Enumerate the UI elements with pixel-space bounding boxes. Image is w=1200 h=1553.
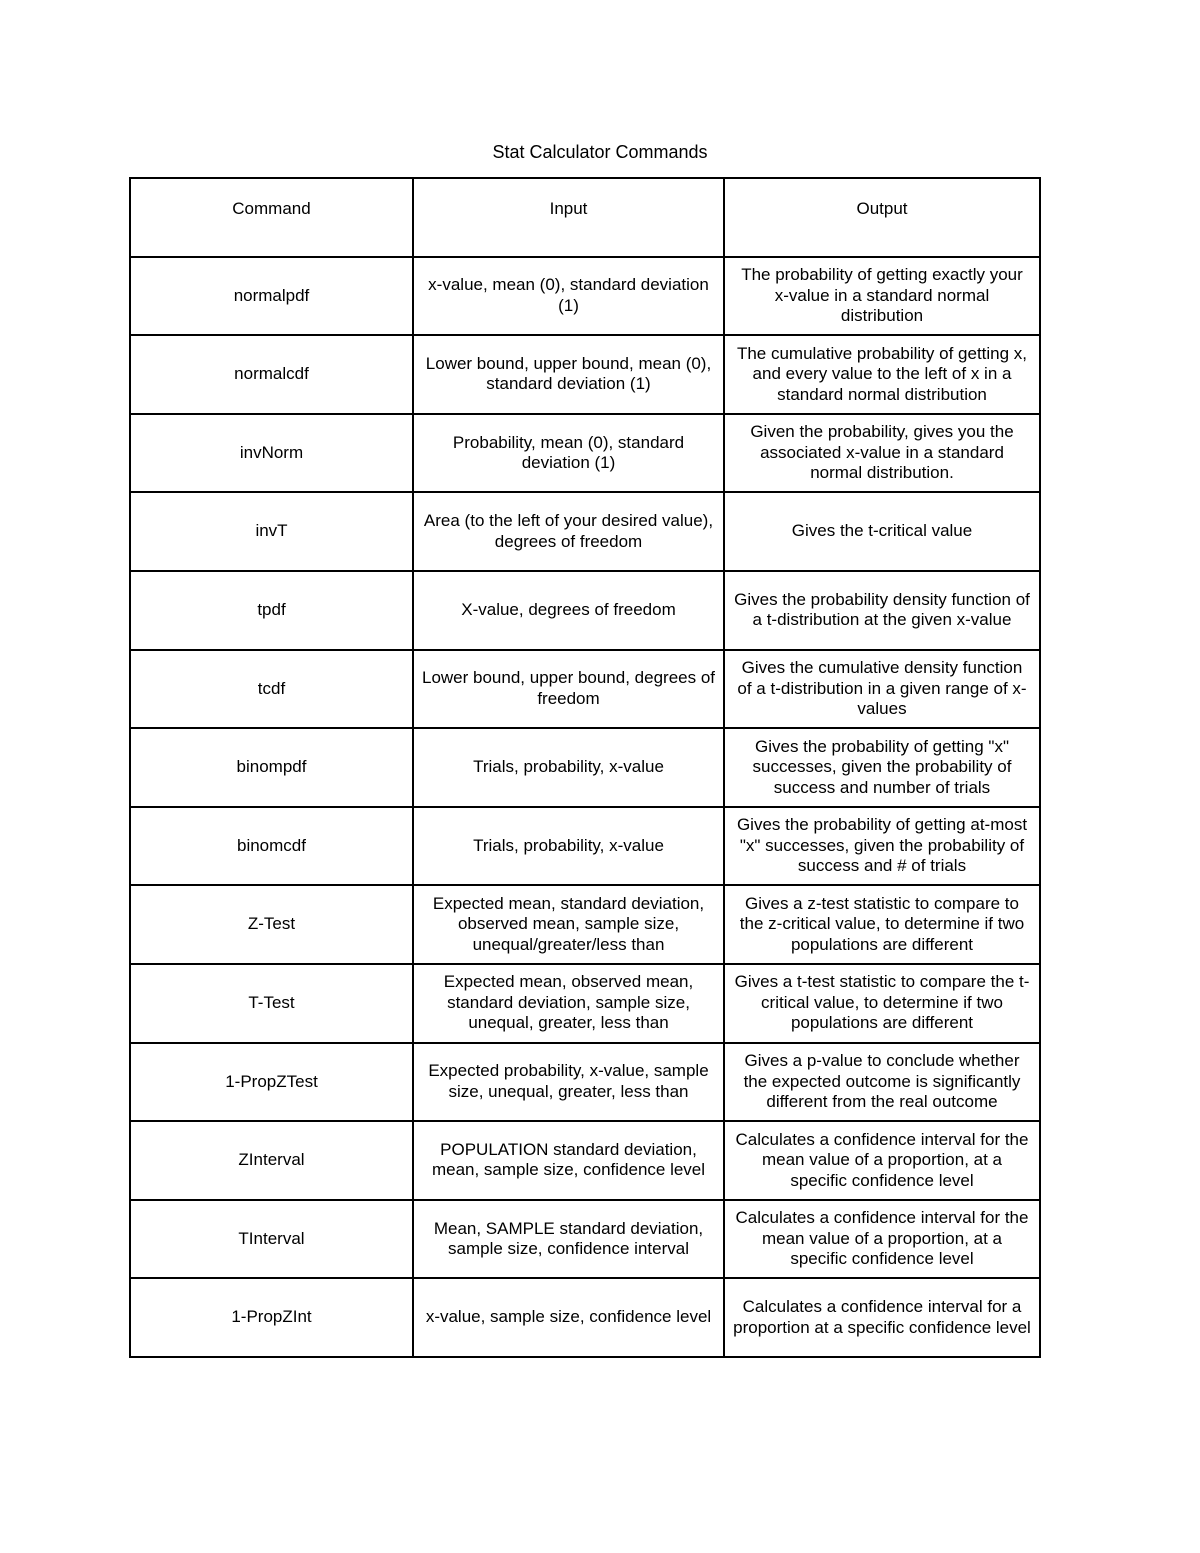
command-cell: tpdf	[130, 571, 413, 650]
page-title: Stat Calculator Commands	[492, 142, 708, 162]
command-cell: tcdf	[130, 650, 413, 729]
table-row	[130, 257, 1040, 336]
output-cell: Gives the probability density function of a t-distribution at the given x-value	[724, 571, 1040, 650]
output-cell: Calculates a confidence interval for the mean value of a proportion, at a specific confidence level	[724, 1200, 1040, 1279]
output-cell: Calculates a confidence interval for the mean value of a proportion, at a specific confidence level	[724, 1121, 1040, 1200]
command-cell: T-Test	[130, 964, 413, 1043]
input-cell: Expected probability, x-value, sample size, unequal, greater, less than	[413, 1043, 724, 1122]
table-row	[130, 571, 1040, 650]
table-row	[130, 414, 1040, 493]
output-cell: Gives a p-value to conclude whether the expected outcome is significantly different from the real outcome	[724, 1043, 1040, 1122]
input-cell: Trials, probability, x-value	[413, 807, 724, 886]
command-cell: normalpdf	[130, 257, 413, 336]
command-cell: invT	[130, 492, 413, 571]
command-cell: 1-PropZTest	[130, 1043, 413, 1122]
input-cell: POPULATION standard deviation, mean, sample size, confidence level	[413, 1121, 724, 1200]
output-cell: Gives the t-critical value	[724, 492, 1040, 571]
table-row	[130, 335, 1040, 414]
input-cell: Mean, SAMPLE standard deviation, sample size, confidence interval	[413, 1200, 724, 1279]
table-row	[130, 492, 1040, 571]
command-cell: binomcdf	[130, 807, 413, 886]
command-cell: TInterval	[130, 1200, 413, 1279]
command-cell: normalcdf	[130, 335, 413, 414]
table-row	[130, 1121, 1040, 1200]
output-cell: Gives a z-test statistic to compare to the z-critical value, to determine if two populations are different	[724, 885, 1040, 964]
output-cell: Calculates a confidence interval for a proportion at a specific confidence level	[724, 1278, 1040, 1357]
commands-table	[129, 177, 1041, 1358]
table-row	[130, 728, 1040, 807]
command-cell: 1-PropZInt	[130, 1278, 413, 1357]
header-input: Input	[413, 178, 724, 257]
table-row	[130, 885, 1040, 964]
input-cell: Lower bound, upper bound, degrees of freedom	[413, 650, 724, 729]
output-cell: Gives the probability of getting "x" successes, given the probability of success and number of trials	[724, 728, 1040, 807]
input-cell: Expected mean, standard deviation, observed mean, sample size, unequal/greater/less than	[413, 885, 724, 964]
table-row	[130, 807, 1040, 886]
table-row	[130, 1043, 1040, 1122]
output-cell: Gives a t-test statistic to compare the t-critical value, to determine if two populations are different	[724, 964, 1040, 1043]
input-cell: X-value, degrees of freedom	[413, 571, 724, 650]
command-cell: Z-Test	[130, 885, 413, 964]
output-cell: The probability of getting exactly your x-value in a standard normal distribution	[724, 257, 1040, 336]
table-row	[130, 1278, 1040, 1357]
command-cell: invNorm	[130, 414, 413, 493]
input-cell: x-value, mean (0), standard deviation (1)	[413, 257, 724, 336]
output-cell: Given the probability, gives you the associated x-value in a standard normal distribution.	[724, 414, 1040, 493]
output-cell: The cumulative probability of getting x, and every value to the left of x in a standard normal distribution	[724, 335, 1040, 414]
command-cell: binompdf	[130, 728, 413, 807]
input-cell: x-value, sample size, confidence level	[413, 1278, 724, 1357]
input-cell: Area (to the left of your desired value), degrees of freedom	[413, 492, 724, 571]
table-header-row	[130, 178, 1040, 257]
output-cell: Gives the probability of getting at-most "x" successes, given the probability of success and # of trials	[724, 807, 1040, 886]
output-cell: Gives the cumulative density function of a t-distribution in a given range of x-values	[724, 650, 1040, 729]
header-command: Command	[130, 178, 413, 257]
input-cell: Trials, probability, x-value	[413, 728, 724, 807]
table-row	[130, 964, 1040, 1043]
input-cell: Expected mean, observed mean, standard deviation, sample size, unequal, greater, less than	[413, 964, 724, 1043]
table-row	[130, 650, 1040, 729]
command-cell: ZInterval	[130, 1121, 413, 1200]
header-output: Output	[724, 178, 1040, 257]
input-cell: Lower bound, upper bound, mean (0), standard deviation (1)	[413, 335, 724, 414]
input-cell: Probability, mean (0), standard deviation (1)	[413, 414, 724, 493]
table-row	[130, 1200, 1040, 1279]
